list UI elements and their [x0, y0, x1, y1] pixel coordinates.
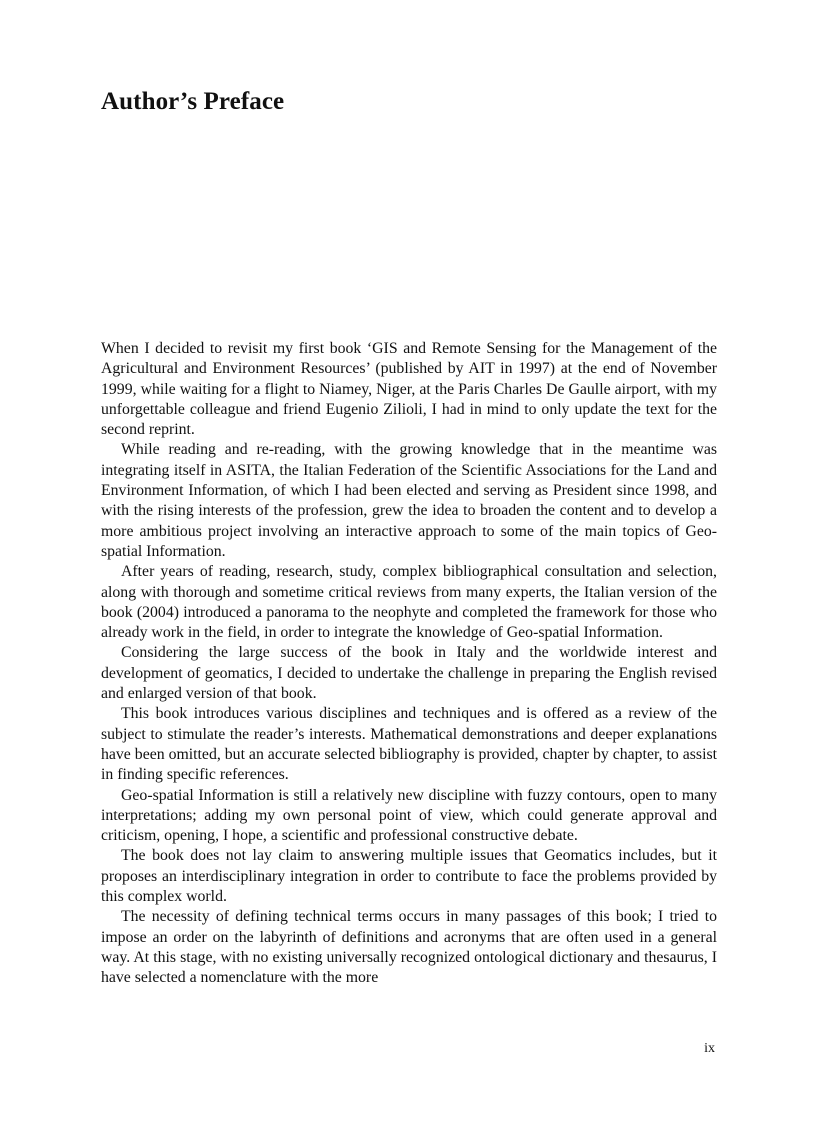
- paragraph: When I decided to revisit my first book ‘GIS and Remote Sensing for the Management of the Agricultural and Environment Resources’ (published by AIT in 1997) at the end of November 1999, while waiting for a flight to Niamey, Niger, at the Paris Charles De Gaulle airport, with my unforgettable colleague and friend Eugenio Zilioli, I had in mind to only update the text for the second reprint.: [101, 340, 717, 439]
- paragraph: Considering the large success of the book in Italy and the worldwide interest and development of geomatics, I decided to undertake the challenge in preparing the English revised and enlarged version of that book.: [101, 644, 717, 703]
- paragraph: While reading and re-reading, with the growing knowledge that in the meantime was integrating itself in ASITA, the Italian Federation of the Scientific Associations for the Land and Environment Information, of which I had been elected and serving as President since 1998, and with the rising interests of the profession, grew the idea to broaden the content and to develop a more ambitious project involving an interactive approach to some of the main topics of Geo-spatial Information.: [101, 441, 717, 560]
- page-number: ix: [704, 1041, 715, 1056]
- paragraph: After years of reading, research, study, complex bibliographical consultation and selection, along with thorough and sometime critical reviews from many experts, the Italian version of the book (2004) introduced a panorama to the neophyte and completed the framework for those who already work in the field, in order to integrate the knowledge of Geo-spatial Information.: [101, 563, 717, 642]
- paragraph: This book introduces various disciplines and techniques and is offered as a review of the subject to stimulate the reader’s interests. Mathematical demonstrations and deeper explanations have been omitted, but an accurate selected bibliography is provided, chapter by chapter, to assist in finding specific references.: [101, 705, 717, 784]
- paragraph: The necessity of defining technical terms occurs in many passages of this book; I tried to impose an order on the labyrinth of definitions and acronyms that are often used in a general way. At this stage, with no existing universally recognized ontological dictionary and thesaurus, I have selected a nomenclature with the more: [101, 908, 717, 987]
- paragraph: Geo-spatial Information is still a relatively new discipline with fuzzy contours, open to many interpretations; adding my own personal point of view, which could generate approval and criticism, opening, I hope, a scientific and professional constructive debate.: [101, 786, 717, 845]
- paragraph: The book does not lay claim to answering multiple issues that Geomatics includes, but it proposes an interdisciplinary integration in order to contribute to face the problems provided by this complex world.: [101, 847, 717, 906]
- preface-body: [101, 339, 717, 989]
- chapter-title: Author’s Preface: [101, 88, 285, 115]
